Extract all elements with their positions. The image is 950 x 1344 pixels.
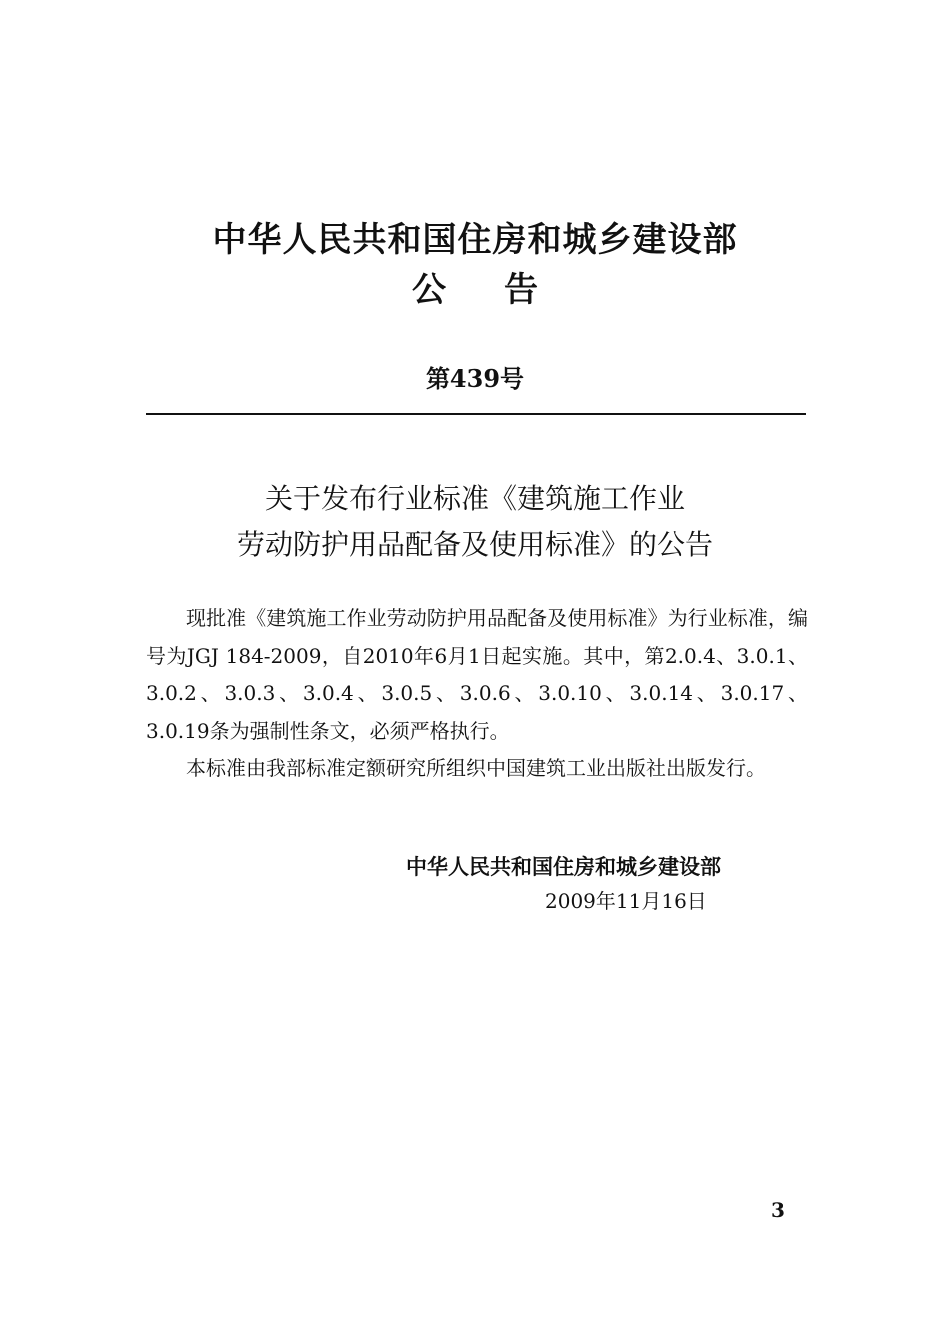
body-paragraph-approval: 现批准《建筑施工作业劳动防护用品配备及使用标准》为行业标准，编号为JGJ 184-2009，自2010年6月1日起实施。其中，第2.0.4、3.0.1、3.0.2、3.0.3、3.0.4、3.0.5、3.0.6、3.0.10、3.0.14、3.0.17、3.0.19条为强制性条文，必须严格执行。: [146, 606, 808, 743]
subject-line-1: 关于发布行业标准《建筑施工作业: [264, 482, 685, 515]
notice-subject: [0, 476, 950, 568]
issuer-title: 中华人民共和国住房和城乡建设部: [212, 220, 738, 260]
notice-body: [146, 600, 808, 788]
document-number: 第439号: [425, 364, 525, 393]
page-number: 3: [771, 1198, 785, 1222]
subject-line-2: 劳动防护用品配备及使用标准》的公告: [236, 528, 713, 561]
notice-type-heading: 公告: [412, 270, 596, 310]
body-paragraph-publication: 本标准由我部标准定额研究所组织中国建筑工业出版社出版发行。: [186, 756, 766, 780]
signature-issuer: 中华人民共和国住房和城乡建设部: [406, 854, 721, 879]
signature-date: 2009年11月16日: [545, 889, 707, 913]
header-divider: [146, 413, 806, 415]
